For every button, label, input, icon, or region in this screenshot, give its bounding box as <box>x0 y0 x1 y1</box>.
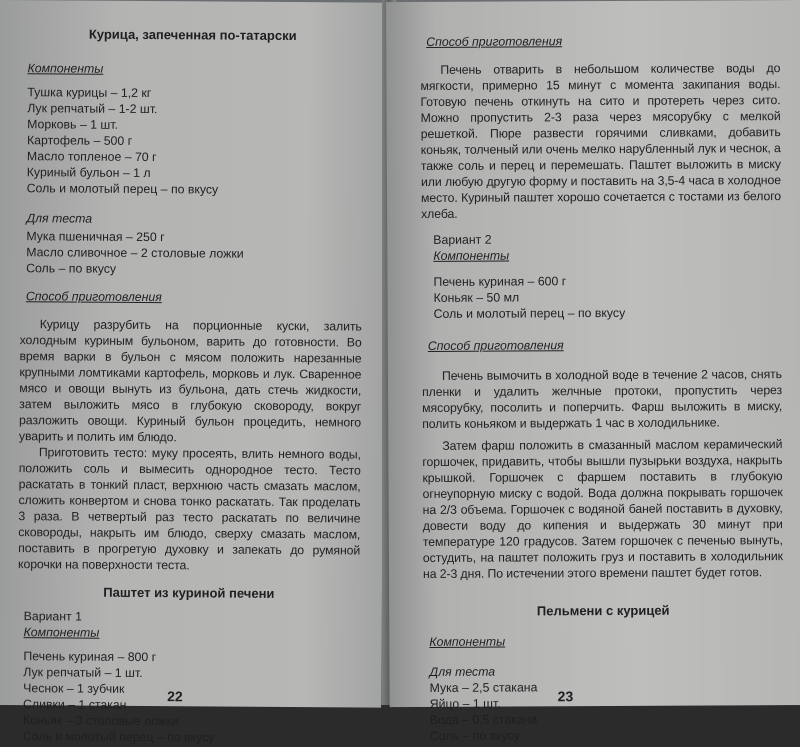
dough-label: Для теста <box>26 211 93 226</box>
method-paragraph: Курицу разрубить на порционные куски, залить холодным куриным бульоном, варить до готовности. Во время варки в бульон с мясом положить нарезанные крупными ломтиками картофель, морковь и лук. Сваренное мясо и овощи вынуть из бульона, дать стечь жидкости, затем выложить мясо в глубокую сковороду, вокруг разложить овощи. Куриный бульон процедить, немного уварить и полить им блюдо. <box>18 317 362 445</box>
ingredient-line: Соль и молотый перец – по вкусу <box>26 181 219 197</box>
ingredient-line: Масло топленое – 70 г <box>26 149 157 165</box>
method-paragraph: Приготовить тесто: муку просеять, влить немного воды, положить соль и вымесить однородное тесто. Тесто раскатать в тонкий пласт, верхнюю часть смазать маслом, сложить конвертом и снова тонко раскатать. Так проделать 3 раза. В четвертый раз тесто раскатать по величине сковороды, накрыть им блюдо, сверху смазать маслом, поставить в прогретую духовку и запекать до румяной корочки на поверхности теста. <box>18 445 361 573</box>
method-label: Способ приготовления <box>427 338 564 353</box>
ingredient-line: Печень куриная – 800 г <box>23 649 157 665</box>
ingredient-line: Картофель – 500 г <box>26 133 133 148</box>
page-number: 22 <box>167 688 183 705</box>
ingredient-line: Яйцо – 1 шт. <box>429 696 501 711</box>
dough-label: Для теста <box>429 664 496 679</box>
ingredient-line: Куриный бульон – 1 л <box>26 165 151 181</box>
ingredient-line: Вода – 0,5 стакана <box>429 712 538 727</box>
method-paragraph: Печень вымочить в холодной воде в течение 2 часов, снять пленки и удалить желчные протоки, пропустить через мясорубку, посолить и поперчить. Фарш выложить в миску, полить коньяком и выдержать 1 час в холодильнике. <box>422 367 783 431</box>
ingredient-line: Мука пшеничная – 250 г <box>26 229 165 245</box>
dough-list <box>424 678 784 744</box>
ingredient-line: Сливки – 1 стакан <box>23 697 127 712</box>
recipe-title: Пельмени с курицей <box>536 602 670 619</box>
ingredient-list <box>17 648 360 746</box>
ingredient-list <box>427 272 781 322</box>
ingredient-line: Коньяк – 3 столовые ложки <box>22 713 179 729</box>
components-label: Компоненты <box>27 61 104 76</box>
ingredient-line: Соль – по вкусу <box>429 728 520 743</box>
ingredient-line: Морковь – 1 шт. <box>27 117 119 132</box>
ingredient-list <box>21 84 364 198</box>
method-paragraph: Печень отварить в небольшом количестве воды до мягкости, примерно 15 минут с момента закипания воды. Готовую печень откинуть на сито и протереть через сито. Можно пропустить 2-3 раза через мясорубку с мелкой решеткой. Пюре развести горячими сливками, добавить коньяк, толченый или очень мелко нарубленный лук и чеснок, а также соль и перец и перемешать. Паштет выложить в миску или любую другую форму и поставить на 3,5-4 часа в холодное место. Куриный паштет хорошо сочетается с тостами из белого хлеба. <box>420 61 782 221</box>
ingredient-line: Соль – по вкусу <box>26 261 117 276</box>
ingredient-line: Тушка курицы – 1,2 кг <box>27 85 152 101</box>
recipe-title: Паштет из куриной печени <box>103 584 275 601</box>
ingredient-line: Чеснок – 1 зубчик <box>23 681 125 696</box>
recipe-title: Курица, запеченная по-татарски <box>88 26 297 44</box>
variant-label: Вариант 1 <box>23 609 83 624</box>
method-paragraph: Затем фарш положить в смазанный маслом керамический горшочек, придавить, чтобы вышли пузырьки воздуха, накрыть крышкой. Горшочек с фаршем поставить в глубокую огнеупорную миску с водой. Вода должна покрывать горшочек на 2/3 объема. Горшочек с водяной баней поставить в духовку, довести воду до кипения и выдержать 30 минут при температуре 120 градусов. Затем горшочек с печенью вынуть, остудить, на паштет положить груз и поставить в холодильник на 2-3 дня. По истечении этого времени паштет будет готов. <box>422 437 783 581</box>
method-label: Способ приготовления <box>426 34 563 49</box>
right-page <box>386 0 800 743</box>
ingredient-line: Соль и молотый перец – по вкусу <box>433 305 626 321</box>
left-page <box>0 0 386 745</box>
method-label: Способ приготовления <box>25 289 162 305</box>
components-label: Компоненты <box>433 248 510 263</box>
ingredient-line: Коньяк – 50 мл <box>433 290 520 305</box>
ingredient-line: Масло сливочное – 2 столовые ложки <box>26 245 244 261</box>
ingredient-line: Лук репчатый – 1-2 шт. <box>27 101 158 117</box>
variant-block <box>427 230 781 322</box>
ingredient-line: Мука – 2,5 стакана <box>429 680 538 695</box>
ingredient-line: Соль и молотый перец – по вкусу <box>22 729 215 745</box>
dough-list <box>20 228 362 278</box>
variant-label: Вариант 2 <box>433 232 492 247</box>
page-number: 23 <box>557 688 574 705</box>
components-label: Компоненты <box>429 634 506 649</box>
ingredient-line: Печень куриная – 600 г <box>433 274 567 289</box>
ingredient-line: Лук репчатый – 1 шт. <box>23 665 143 681</box>
components-label: Компоненты <box>23 625 100 640</box>
